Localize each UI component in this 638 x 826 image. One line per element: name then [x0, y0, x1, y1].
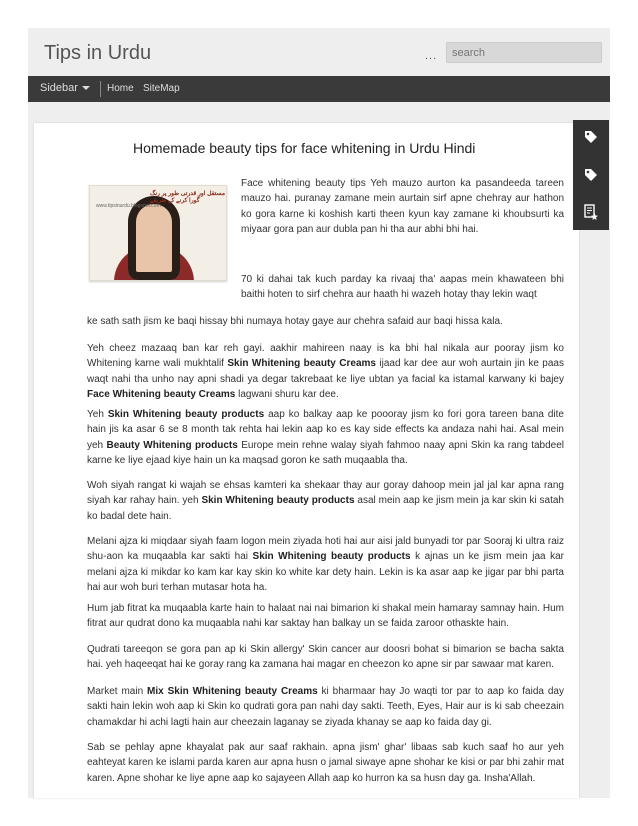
paragraph-2: Yeh cheez mazaaq ban kar reh gayi. aakhir mahireen naay is ka bhi hal nikala aur pooray jism ko Whitening karne wali mukhtalif Skin Whitening beauty Creams ijaad kar dee aur woh aurtain jin ke paas waqt nahi tha unho nay apni shadi ya degar takrebaat ke liye ubtan ya facial ka istamal karwany ki bajey Face Whitening beauty Creams lagwani shuru kar dee. [87, 343, 564, 400]
sidebar-toggle[interactable] [40, 82, 90, 94]
paragraph-6: Hum jab fitrat ka muqaabla karte hain to halaat nai nai bimarion ki shakal mein hamaray samnay hain. Hum fitrat aur qudrat dono ka muqaabla nahi kar saktay han balkay un se faida zaroor othaskte hain. [87, 603, 564, 630]
blog-header [28, 28, 610, 76]
link-face-whitening-creams[interactable]: Face Whitening beauty Creams [87, 388, 236, 400]
link-beauty-whitening-products[interactable]: Beauty Whitening products [106, 439, 238, 451]
paragraph-8: Market main Mix Skin Whitening beauty Creams ki bharmaar hay Jo waqti tor par to aap ko faida day sakti hain lekin woh aap ki Skin ko qudrati gora pan nahi day sakti. Teeth, Eyes, Hair aur is ki sab cheezain chamakdar hi achi lagti hain aur cheezain laganay se ziyada khanay se aap ko faida day gi. [87, 686, 564, 728]
paragraph-5: Melani ajza ki miqdaar siyah faam logon mein ziyada hoti hai aur aisi jald bunyadi tor par Sooraj ki ultra raiz shu-aon ka muqaabla kar sakti hai Skin Whitening beauty products k ajnas un ke jism mein jaa kar melani ajza ki mikdar ko kam kar kay skin ko white kar dety hain. Lekin is ka asar aap ke jigar par bhi parta hai aur woh buri terhan mutasar hota ha. [87, 536, 564, 593]
nav-bar [28, 76, 610, 102]
paragraph-4: Woh siyah rangat ki wajah se ehsas kamteri ka shekaar thay aur goray dahoop mein jal jal kar apna rang siyah kar rahay hain. yeh Skin Whitening beauty products asal mein aap ke jism mein ja kar skin ki satah ko badal dete hain. [87, 480, 564, 522]
link-skin-whitening-products-3[interactable]: Skin Whitening beauty products [252, 551, 411, 563]
search-input[interactable] [446, 42, 602, 63]
paragraph-7: Qudrati tareeqon se gora pan ap ki Skin allergy' Skin cancer aur doosri bohat si bimarion se bacha sakta hai. yeh haqeeqat hai ke goray rang ka zamana hai magar en cheezon ko apne sir par sawaar mat karen. [87, 644, 564, 671]
more-dots[interactable]: ... [425, 50, 438, 62]
site-title[interactable]: Tips in Urdu [44, 42, 152, 64]
post-title[interactable]: Homemade beauty tips for face whitening in Urdu Hindi [133, 140, 476, 156]
continue-paragraph: ke sath sath jism ke baqi hissay bhi numaya hotay gaye aur chehra safaid aur baqi hissa kala. [87, 316, 503, 327]
post-image[interactable] [89, 185, 227, 281]
paragraph-3: Yeh Skin Whitening beauty products aap ko balkay aap ke poooray jism ko fori gora tareen bana dite hain jis ka asar 6 se 8 month tak rehta hai lekin aap ko es kay side effects ka andaza nahi hai. Asal mein yeh Beauty Whitening products Europe mein rehne walay siyah fahmoo naay apni Skin ka rang tabdeel karne ke liye ejaad kiye hain un ka maqsad goron ke sath muqaabla tha. [87, 409, 565, 466]
link-skin-whitening-creams[interactable]: Skin Whitening beauty Creams [227, 358, 376, 370]
caret-down-icon [82, 86, 90, 90]
bookmark-star-icon[interactable] [583, 204, 599, 220]
paragraph-9: Sab se pehlay apne khayalat pak aur saaf rakhain. apna jism' ghar' libaas sab kuch saaf ho aur yeh eahteyat karen ke islami parda karen aur apna husn o jamal siwaye apne shohar ke kisi or par bhi zahir mat karen. Apne shohar ke liye apne aap ko sajayeen Allah aap ko hurron ka sa husn day ga. Insha'Allah. [87, 742, 564, 784]
tag-icon[interactable] [583, 168, 599, 184]
nav-home-link[interactable]: Home [107, 83, 134, 94]
link-skin-whitening-products-2[interactable]: Skin Whitening beauty products [201, 495, 355, 507]
link-mix-skin-whitening-creams[interactable]: Mix Skin Whitening beauty Creams [147, 686, 318, 697]
nav-divider [100, 81, 101, 97]
link-skin-whitening-products[interactable]: Skin Whitening beauty products [107, 409, 265, 420]
intro-paragraph-2: 70 ki dahai tak kuch parday ka rivaaj tha' aapas mein khawateen bhi baithi hoten to sirf chehra aur haath hi wazeh hotay thay lekin waqt [241, 274, 564, 301]
sidebar-label: Sidebar [40, 82, 78, 94]
intro-paragraph-1: Face whitening beauty tips Yeh mauzo aurton ka pasandeeda tareen mauzo hai. puranay zamane mein aurtain sirf apne chehray aur hathon ko gora karne ki koshish karti theen kyun kay zamane ki khoubsurti ka miyaar gora pan aur dubla pan hi tha aur abhi bhi hai. [241, 178, 564, 235]
image-caption: مستقل اور قدرتی طور پر رنگ گورا کرنے کے طریقے [150, 191, 226, 204]
image-url: www.tipsinurdu.blogspot.com [96, 203, 161, 209]
tag-icon[interactable] [583, 130, 599, 146]
nav-sitemap-link[interactable]: SiteMap [143, 83, 180, 94]
side-toolbar [573, 120, 609, 230]
